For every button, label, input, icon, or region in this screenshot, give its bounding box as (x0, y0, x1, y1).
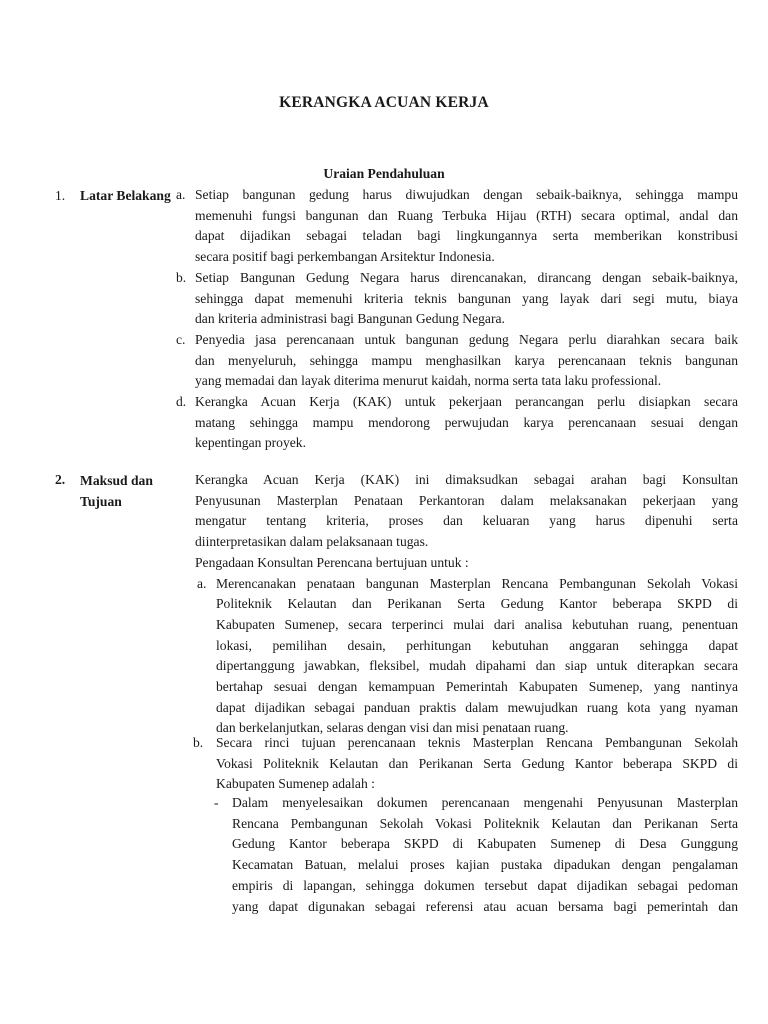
paragraph-line: Rencana Pembangunan Sekolah Vokasi Politeknik Kelautan dan Perikanan Serta (232, 815, 738, 831)
paragraph-line: secara positif bagi perkembangan Arsitektur Indonesia. (195, 249, 495, 265)
paragraph-line: Vokasi Politeknik Kelautan dan Perikanan Serta Gedung Kantor beberapa SKPD di (216, 755, 738, 771)
paragraph-line: matang sehingga mampu mendorong perwujudan karya perencanaan sesuai dengan (195, 414, 738, 430)
paragraph-line: diinterpretasikan dalam pelaksanaan tugas. (195, 534, 429, 550)
paragraph-line: Kerangka Acuan Kerja (KAK) untuk pekerjaan perancangan perlu disiapkan secara (195, 394, 738, 409)
section-number: 1. (55, 188, 66, 203)
paragraph-line: Setiap bangunan gedung harus diwujudkan dengan sebaik-baiknya, sehingga mampu (195, 187, 738, 202)
paragraph-line: bertahap sesuai dengan kemampuan Pemerintah Kabupaten Sumenep, yang nantinya (216, 679, 738, 694)
list-marker: b. (176, 269, 187, 285)
section-heading-line: Tujuan (80, 493, 122, 509)
paragraph-line: Kerangka Acuan Kerja (KAK) ini dimaksudkan sebagai arahan bagi Konsultan (195, 472, 738, 487)
paragraph-line: dapat dijadikan sebagai teladan bagi lingkungannya serta memberikan konstribusi (195, 228, 738, 244)
list-marker: b. (193, 735, 204, 750)
list-marker: a. (176, 187, 186, 202)
paragraph-line: Kabupaten Sumenep adalah : (216, 776, 375, 792)
paragraph-line: yang dapat digunakan sebagai referensi atau acuan bersama bagi pemerintah dan (232, 898, 738, 914)
paragraph-line: lokasi, pemilihan desain, perhitungan kebutuhan anggaran sehingga dapat (216, 637, 738, 653)
paragraph-line: mengatur tentang kriteria, proses dan keluaran yang harus dipenuhi serta (195, 513, 738, 529)
paragraph-line: Pengadaan Konsultan Perencana bertujuan untuk : (195, 554, 469, 570)
section-heading: Latar Belakang (80, 188, 171, 203)
paragraph-line: Gedung Kantor beberapa SKPD di Kabupaten Sumenep di Desa Gunggung (232, 836, 738, 852)
paragraph-line: Secara rinci tujuan perencanaan teknis Masterplan Rencana Pembangunan Sekolah (216, 735, 738, 750)
section-heading-line: Maksud dan (80, 473, 153, 488)
list-marker: d. (176, 394, 187, 409)
paragraph-line: yang memadai dan layak diterima menurut kaidah, norma serta tata laku professional. (195, 373, 662, 389)
list-marker: a. (197, 575, 207, 591)
paragraph-line: Kabupaten Sumenep, secara terperinci mulai dari analisa kebutuhan ruang, penentuan (216, 616, 738, 632)
paragraph-line: dan menyeluruh, sehingga mampu menghasilkan karya perencanaan teknis bangunan (195, 352, 738, 368)
paragraph-line: Merencanakan penataan bangunan Masterplan Rencana Pembangunan Sekolah Vokasi (216, 575, 738, 591)
paragraph-line: Penyusunan Masterplan Penataan Perkantoran dalam melaksanakan pekerjaan yang (195, 492, 738, 508)
paragraph-line: Politeknik Kelautan dan Perikanan Serta Gedung Kantor beberapa SKPD di (216, 596, 738, 612)
paragraph-line: dapat dijadikan sebagai panduan praktis dalam mewujudkan ruang kota yang nyaman (216, 699, 738, 715)
paragraph-line: memenuhi fungsi bangunan dan Ruang Terbuka Hijau (RTH) secara optimal, andal dan (195, 207, 738, 223)
paragraph-line: dipertanggung jawabkan, fleksibel, mudah dipahami dan siap untuk diterapkan secara (216, 658, 738, 674)
list-marker: - (214, 795, 219, 810)
paragraph-line: dan berkelanjutkan, selaras dengan visi dan misi penataan ruang. (216, 720, 569, 736)
paragraph-line: empiris di lapangan, sehingga dokumen tersebut dapat dijadikan sebagai pedoman (232, 877, 738, 893)
paragraph-line: Setiap Bangunan Gedung Negara harus direncanakan, dirancang dengan sebaik-baiknya, (195, 269, 738, 285)
paragraph-line: dan kriteria administrasi bagi Bangunan Gedung Negara. (195, 311, 505, 327)
paragraph-line: kepentingan proyek. (195, 435, 306, 451)
paragraph-line: sehingga dapat memenuhi kriteria teknis bangunan yang layak dari segi mutu, biaya (195, 290, 738, 306)
section-number: 2. (55, 472, 66, 487)
paragraph-line: Kecamatan Batuan, melalui proses kajian pustaka dipadukan dengan pengalaman (232, 857, 738, 873)
document-title: KERANGKA ACUAN KERJA (279, 94, 489, 111)
list-marker: c. (176, 331, 186, 347)
paragraph-line: Dalam menyelesaikan dokumen perencanaan mengenahi Penyusunan Masterplan (232, 795, 738, 810)
section-subtitle: Uraian Pendahuluan (323, 166, 445, 181)
paragraph-line: Penyedia jasa perencanaan untuk bangunan gedung Negara perlu diarahkan secara baik (195, 331, 738, 347)
